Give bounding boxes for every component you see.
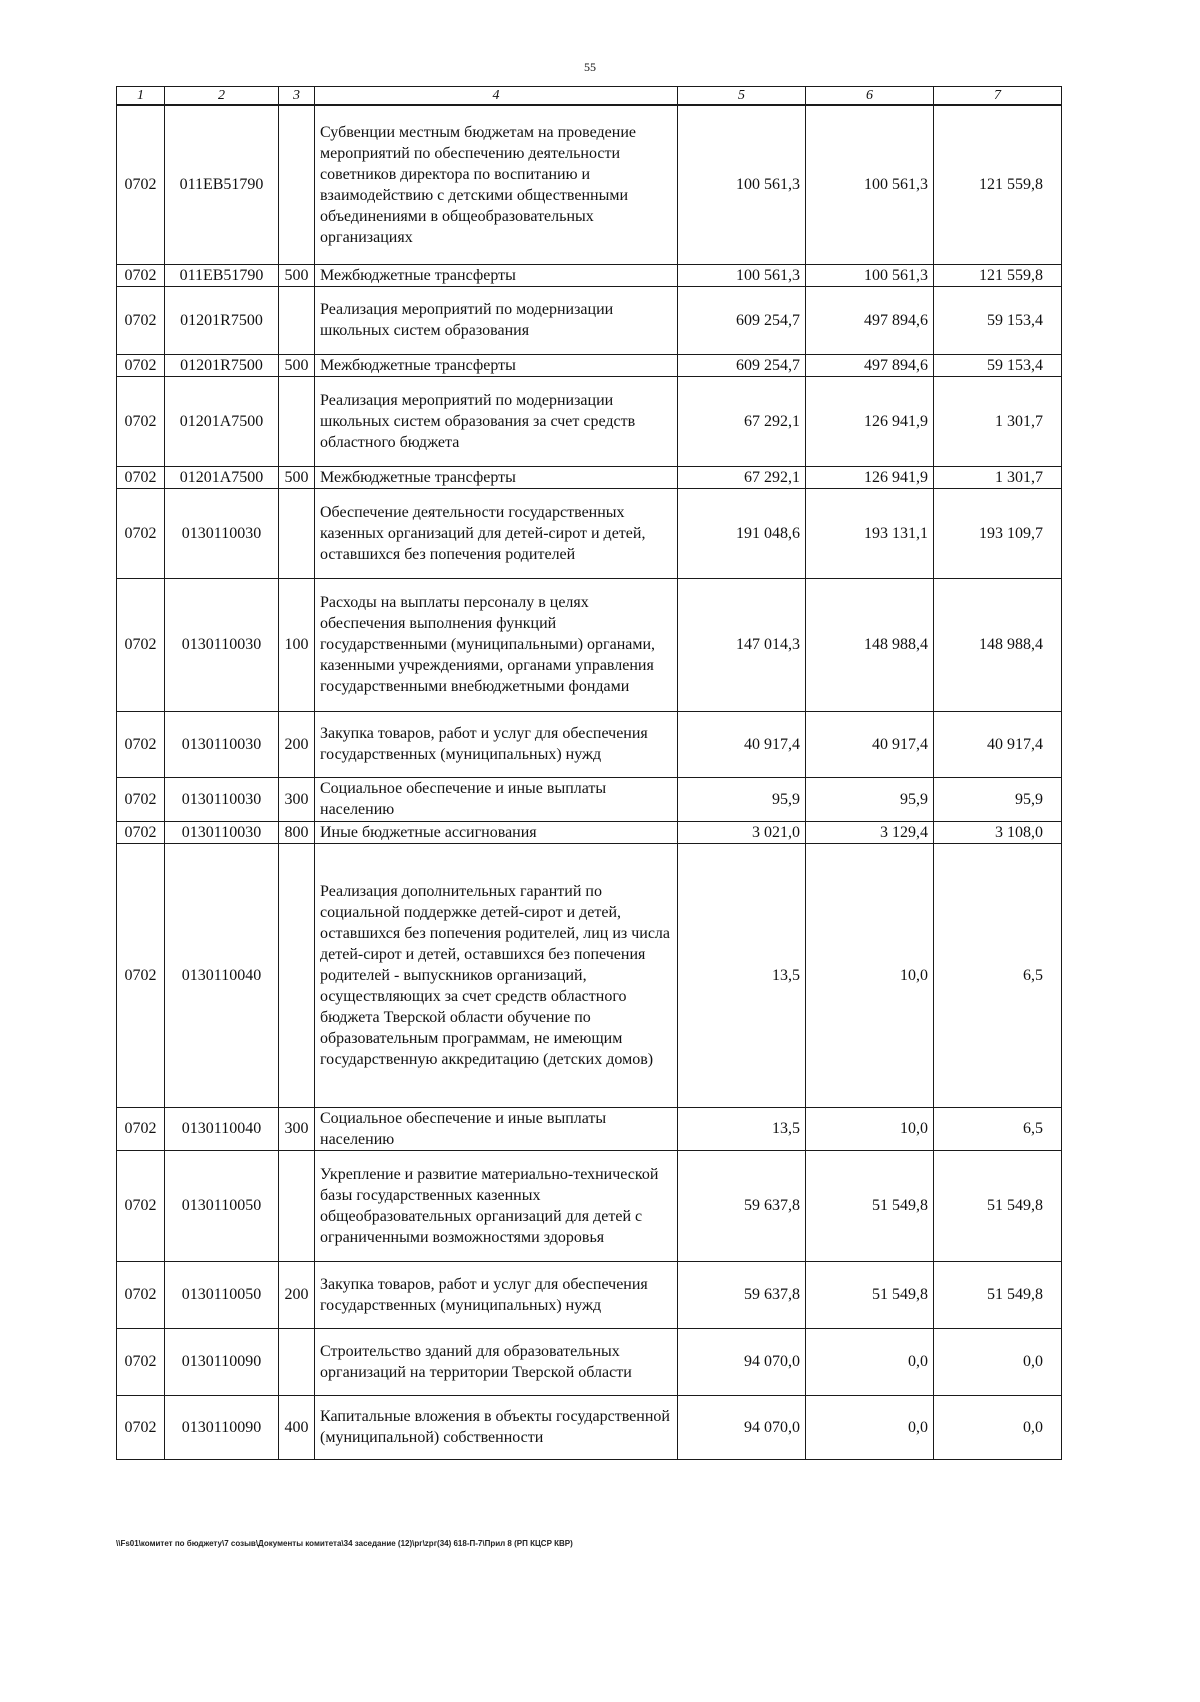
amount-col6-cell: 100 561,3 [806,105,934,264]
header-col-1: 1 [117,87,165,106]
section-cell: 0702 [117,821,165,843]
section-cell: 0702 [117,488,165,578]
target-article-cell: 0130110030 [165,777,279,821]
table-row [117,105,1062,264]
name-cell: Расходы на выплаты персоналу в целях обеспечения выполнения функций государственными (муниципальными) органами, казенными учреждениями, органами управления государственными внебюджетными фондами [315,578,678,711]
expense-type-cell: 200 [279,1261,315,1328]
amount-col7-cell: 51 549,8 [934,1150,1062,1261]
amount-col6-cell: 10,0 [806,843,934,1107]
header-col-2: 2 [165,87,279,106]
expense-type-cell: 300 [279,777,315,821]
table-row [117,1150,1062,1261]
amount-col6-cell: 497 894,6 [806,354,934,376]
expense-type-cell: 500 [279,264,315,286]
expense-type-cell: 500 [279,466,315,488]
table-row [117,711,1062,777]
amount-col7-cell: 148 988,4 [934,578,1062,711]
amount-col7-cell: 121 559,8 [934,105,1062,264]
amount-col5-cell: 67 292,1 [678,376,806,466]
amount-col6-cell: 51 549,8 [806,1261,934,1328]
section-cell: 0702 [117,286,165,354]
amount-col6-cell: 51 549,8 [806,1150,934,1261]
amount-col7-cell: 51 549,8 [934,1261,1062,1328]
target-article-cell: 0130110030 [165,711,279,777]
table-row [117,1395,1062,1459]
table-row [117,1261,1062,1328]
expense-type-cell [279,488,315,578]
amount-col5-cell: 59 637,8 [678,1150,806,1261]
amount-col6-cell: 126 941,9 [806,376,934,466]
amount-col7-cell: 59 153,4 [934,354,1062,376]
name-cell: Межбюджетные трансферты [315,466,678,488]
header-col-4: 4 [315,87,678,106]
amount-col7-cell: 3 108,0 [934,821,1062,843]
amount-col7-cell: 0,0 [934,1395,1062,1459]
name-cell: Закупка товаров, работ и услуг для обеспечения государственных (муниципальных) нужд [315,1261,678,1328]
amount-col7-cell: 95,9 [934,777,1062,821]
table-row [117,376,1062,466]
amount-col6-cell: 0,0 [806,1328,934,1395]
amount-col6-cell: 3 129,4 [806,821,934,843]
target-article-cell: 0130110090 [165,1395,279,1459]
name-cell: Межбюджетные трансферты [315,354,678,376]
section-cell: 0702 [117,777,165,821]
amount-col6-cell: 193 131,1 [806,488,934,578]
table-row [117,1328,1062,1395]
section-cell: 0702 [117,711,165,777]
expense-type-cell: 500 [279,354,315,376]
footer-file-path: \\Fs01\комитет по бюджету\7 созыв\Документы комитета\34 заседание (12)\рг\zрг(34) 618-П-7\Прил 8 (РП КЦСР КВР) [116,1539,573,1548]
target-article-cell: 01201R7500 [165,286,279,354]
name-cell: Капитальные вложения в объекты государственной (муниципальной) собственности [315,1395,678,1459]
amount-col6-cell: 40 917,4 [806,711,934,777]
name-cell: Социальное обеспечение и иные выплаты населению [315,777,678,821]
table-row [117,843,1062,1107]
target-article-cell: 0130110040 [165,1107,279,1150]
name-cell: Социальное обеспечение и иные выплаты населению [315,1107,678,1150]
amount-col5-cell: 100 561,3 [678,105,806,264]
amount-col7-cell: 6,5 [934,1107,1062,1150]
amount-col5-cell: 40 917,4 [678,711,806,777]
table-row [117,488,1062,578]
amount-col7-cell: 193 109,7 [934,488,1062,578]
target-article-cell: 0130110030 [165,488,279,578]
header-col-3: 3 [279,87,315,106]
amount-col6-cell: 100 561,3 [806,264,934,286]
expense-type-cell [279,1328,315,1395]
header-col-6: 6 [806,87,934,106]
amount-col6-cell: 10,0 [806,1107,934,1150]
expense-type-cell: 800 [279,821,315,843]
section-cell: 0702 [117,105,165,264]
section-cell: 0702 [117,1395,165,1459]
expense-type-cell: 400 [279,1395,315,1459]
section-cell: 0702 [117,1261,165,1328]
table-row [117,821,1062,843]
expense-type-cell [279,1150,315,1261]
amount-col5-cell: 94 070,0 [678,1328,806,1395]
amount-col6-cell: 95,9 [806,777,934,821]
target-article-cell: 01201A7500 [165,466,279,488]
section-cell: 0702 [117,466,165,488]
amount-col7-cell: 6,5 [934,843,1062,1107]
table-row [117,354,1062,376]
amount-col5-cell: 100 561,3 [678,264,806,286]
target-article-cell: 0130110030 [165,821,279,843]
table-row [117,578,1062,711]
name-cell: Укрепление и развитие материально-технической базы государственных казенных общеобразовательных организаций для детей с ограниченными возможностями здоровья [315,1150,678,1261]
amount-col5-cell: 94 070,0 [678,1395,806,1459]
expense-type-cell [279,843,315,1107]
budget-table [116,86,1062,1460]
name-cell: Реализация мероприятий по модернизации школьных систем образования [315,286,678,354]
table-row [117,777,1062,821]
page-number: 55 [584,60,596,74]
section-cell: 0702 [117,1107,165,1150]
name-cell: Субвенции местным бюджетам на проведение мероприятий по обеспечению деятельности советников директора по воспитанию и взаимодействию с детскими общественными объединениями в общеобразовательных организациях [315,105,678,264]
section-cell: 0702 [117,578,165,711]
name-cell: Реализация дополнительных гарантий по социальной поддержке детей-сирот и детей, оставшихся без попечения родителей, лиц из числа детей-сирот и детей, оставшихся без попечения родителей - выпускников организаций, осуществляющих за счет средств областного бюджета Тверской области обучение по образовательным программам, не имеющим государственную аккредитацию (детских домов) [315,843,678,1107]
target-article-cell: 01201R7500 [165,354,279,376]
table-row [117,1107,1062,1150]
name-cell: Межбюджетные трансферты [315,264,678,286]
header-col-5: 5 [678,87,806,106]
section-cell: 0702 [117,1328,165,1395]
name-cell: Обеспечение деятельности государственных казенных организаций для детей-сирот и детей, оставшихся без попечения родителей [315,488,678,578]
header-row [117,87,1062,106]
amount-col6-cell: 0,0 [806,1395,934,1459]
section-cell: 0702 [117,354,165,376]
name-cell: Закупка товаров, работ и услуг для обеспечения государственных (муниципальных) нужд [315,711,678,777]
target-article-cell: 0130110090 [165,1328,279,1395]
target-article-cell: 0130110040 [165,843,279,1107]
amount-col7-cell: 59 153,4 [934,286,1062,354]
amount-col5-cell: 95,9 [678,777,806,821]
name-cell: Иные бюджетные ассигнования [315,821,678,843]
expense-type-cell: 200 [279,711,315,777]
amount-col5-cell: 13,5 [678,1107,806,1150]
header-col-7: 7 [934,87,1062,106]
amount-col7-cell: 40 917,4 [934,711,1062,777]
expense-type-cell: 300 [279,1107,315,1150]
expense-type-cell [279,286,315,354]
expense-type-cell [279,376,315,466]
amount-col7-cell: 0,0 [934,1328,1062,1395]
amount-col5-cell: 3 021,0 [678,821,806,843]
target-article-cell: 01201A7500 [165,376,279,466]
expense-type-cell: 100 [279,578,315,711]
section-cell: 0702 [117,264,165,286]
amount-col6-cell: 126 941,9 [806,466,934,488]
amount-col5-cell: 59 637,8 [678,1261,806,1328]
amount-col5-cell: 67 292,1 [678,466,806,488]
section-cell: 0702 [117,1150,165,1261]
amount-col5-cell: 13,5 [678,843,806,1107]
name-cell: Строительство зданий для образовательных организаций на территории Тверской области [315,1328,678,1395]
expense-type-cell [279,105,315,264]
target-article-cell: 0130110050 [165,1261,279,1328]
section-cell: 0702 [117,376,165,466]
amount-col7-cell: 1 301,7 [934,466,1062,488]
table-row [117,466,1062,488]
target-article-cell: 0130110050 [165,1150,279,1261]
target-article-cell: 011EB51790 [165,264,279,286]
amount-col6-cell: 148 988,4 [806,578,934,711]
amount-col7-cell: 121 559,8 [934,264,1062,286]
amount-col6-cell: 497 894,6 [806,286,934,354]
amount-col7-cell: 1 301,7 [934,376,1062,466]
amount-col5-cell: 191 048,6 [678,488,806,578]
section-cell: 0702 [117,843,165,1107]
amount-col5-cell: 609 254,7 [678,286,806,354]
table-row [117,286,1062,354]
target-article-cell: 0130110030 [165,578,279,711]
target-article-cell: 011EB51790 [165,105,279,264]
amount-col5-cell: 147 014,3 [678,578,806,711]
amount-col5-cell: 609 254,7 [678,354,806,376]
table-row [117,264,1062,286]
name-cell: Реализация мероприятий по модернизации школьных систем образования за счет средств областного бюджета [315,376,678,466]
